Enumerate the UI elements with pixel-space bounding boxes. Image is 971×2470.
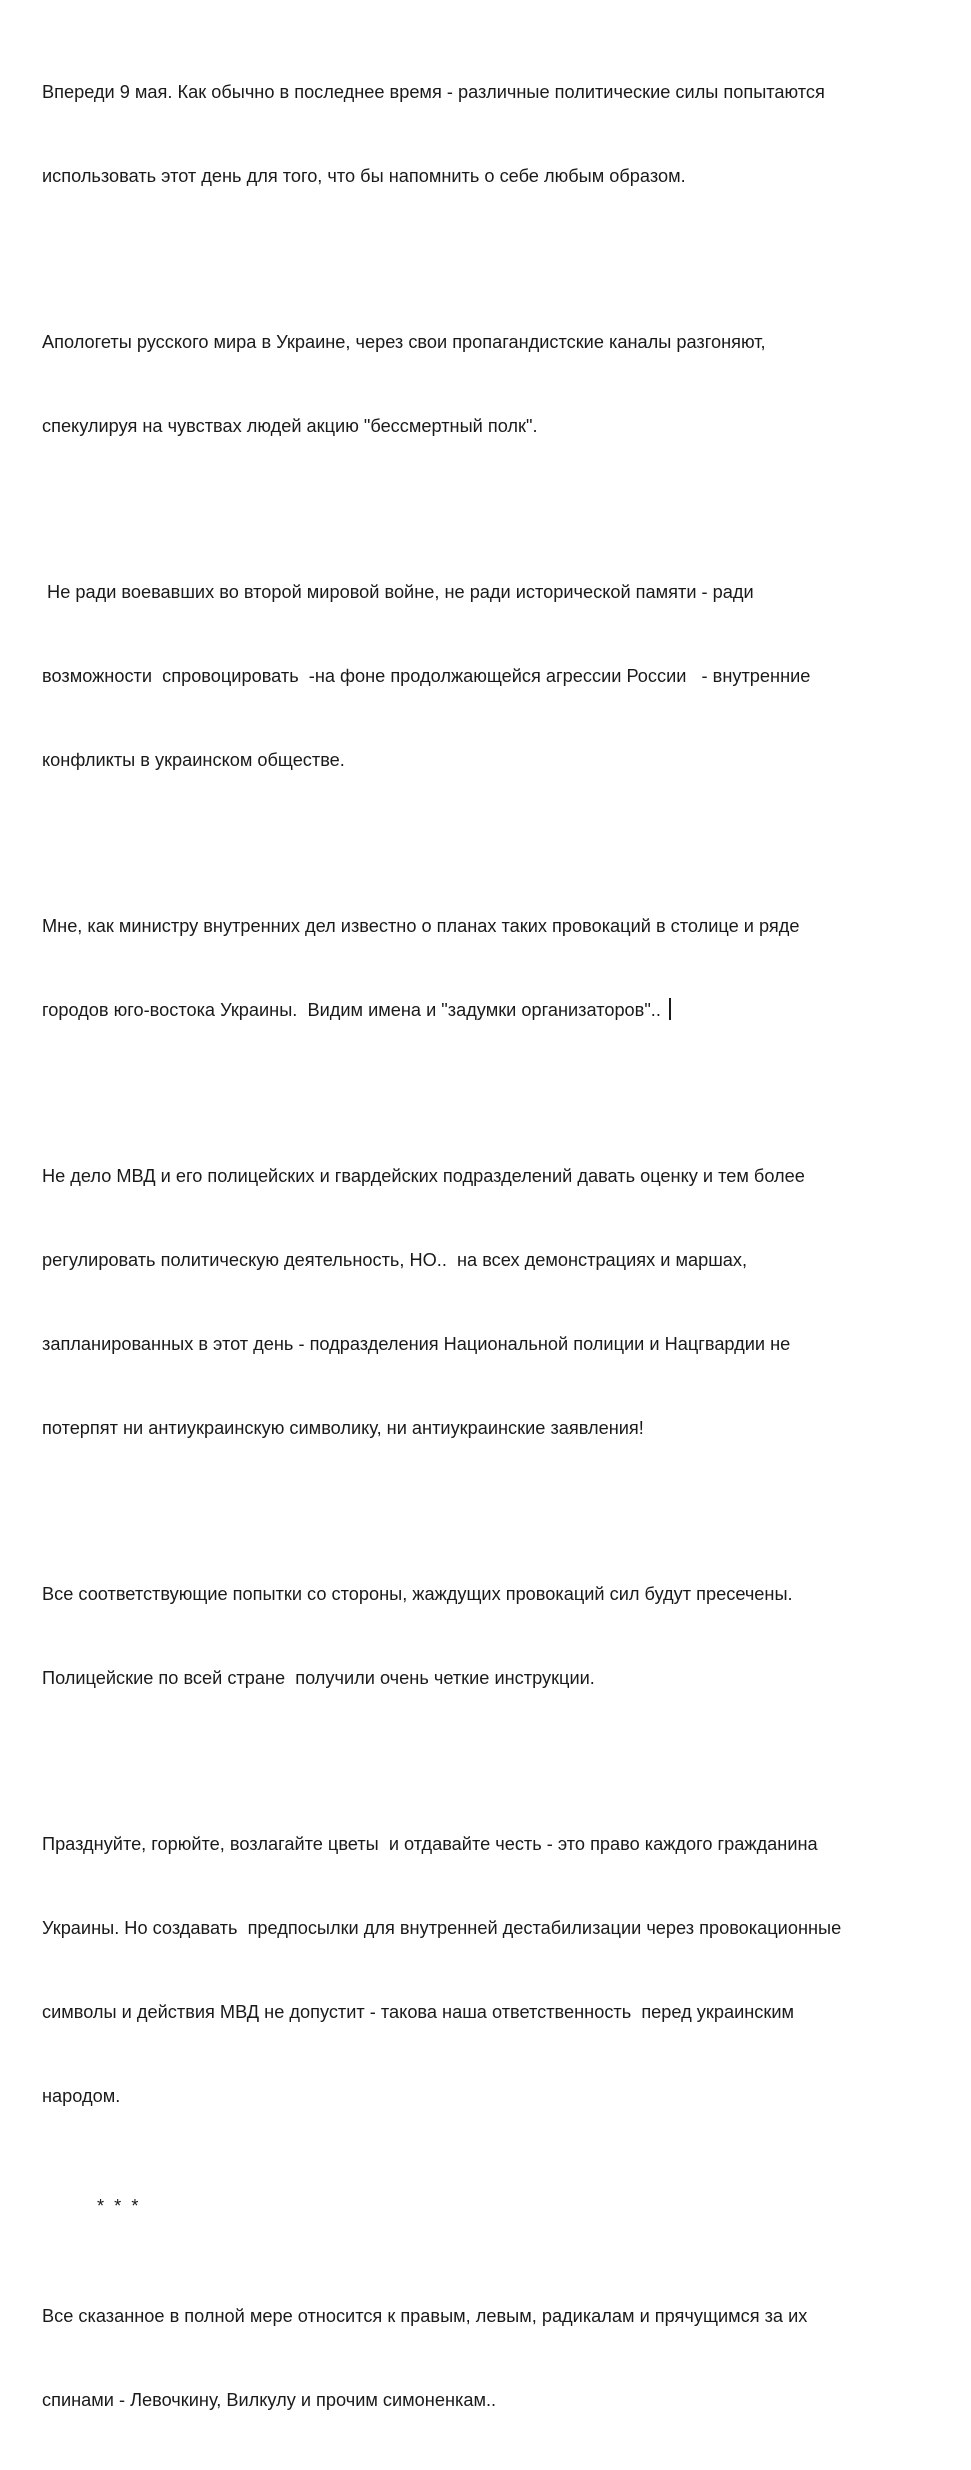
text-line-content: городов юго-востока Украины. Видим имена и "задумки организаторов".. <box>42 1000 661 1020</box>
text-line <box>42 996 952 1024</box>
paragraph-2 <box>42 272 952 496</box>
closing-paragraph <box>42 2246 952 2470</box>
text-line: возможности спровоцировать -на фоне продолжающейся агрессии России - внутренние <box>42 666 811 686</box>
paragraph-5 <box>42 1106 952 1498</box>
paragraph-4 <box>42 856 952 1080</box>
text-line: спекулируя на чувствах людей акцию "бессмертный полк". <box>42 416 538 436</box>
text-line: Не ради воевавших во второй мировой войне, не ради исторической памяти - ради <box>42 582 754 602</box>
paragraph-3 <box>42 522 952 830</box>
text-cursor[interactable] <box>669 998 671 1020</box>
section-separator: * * * <box>97 2196 139 2216</box>
text-line: конфликты в украинском обществе. <box>42 750 345 770</box>
text-line: потерпят ни антиукраинскую символику, ни антиукраинские заявления! <box>42 1418 644 1438</box>
text-line: запланированных в этот день - подразделения Национальной полиции и Нацгвардии не <box>42 1334 791 1354</box>
text-line: символы и действия МВД не допустит - такова наша ответственность перед украинским <box>42 2002 794 2022</box>
paragraph-6 <box>42 1524 952 1748</box>
text-line: Украины. Но создавать предпосылки для внутренней дестабилизации через провокационные <box>42 1918 842 1938</box>
paragraph-1 <box>42 22 952 246</box>
text-line: Впереди 9 мая. Как обычно в последнее время - различные политические силы попытаются <box>42 82 825 102</box>
text-line: использовать этот день для того, что бы напомнить о себе любым образом. <box>42 166 686 186</box>
paragraph-7 <box>42 1774 952 2166</box>
text-line: Все соответствующие попытки со стороны, жаждущих провокаций сил будут пресечены. <box>42 1584 793 1604</box>
text-line: Все сказанное в полной мере относится к правым, левым, радикалам и прячущимся за их <box>42 2306 808 2326</box>
text-line: Мне, как министру внутренних дел известно о планах таких провокаций в столице и ряде <box>42 916 800 936</box>
text-line: народом. <box>42 2086 121 2106</box>
text-line: регулировать политическую деятельность, НО.. на всех демонстрациях и маршах, <box>42 1250 748 1270</box>
text-line: Празднуйте, горюйте, возлагайте цветы и отдавайте честь - это право каждого гражданина <box>42 1834 818 1854</box>
text-line: Апологеты русского мира в Украине, через свои пропагандистские каналы разгоняют, <box>42 332 766 352</box>
text-line: Не дело МВД и его полицейских и гвардейских подразделений давать оценку и тем более <box>42 1166 805 1186</box>
document-body <box>42 22 952 2470</box>
text-line: Полицейские по всей стране получили очень четкие инструкции. <box>42 1668 595 1688</box>
text-line: спинами - Левочкину, Вилкулу и прочим симоненкам.. <box>42 2390 497 2410</box>
